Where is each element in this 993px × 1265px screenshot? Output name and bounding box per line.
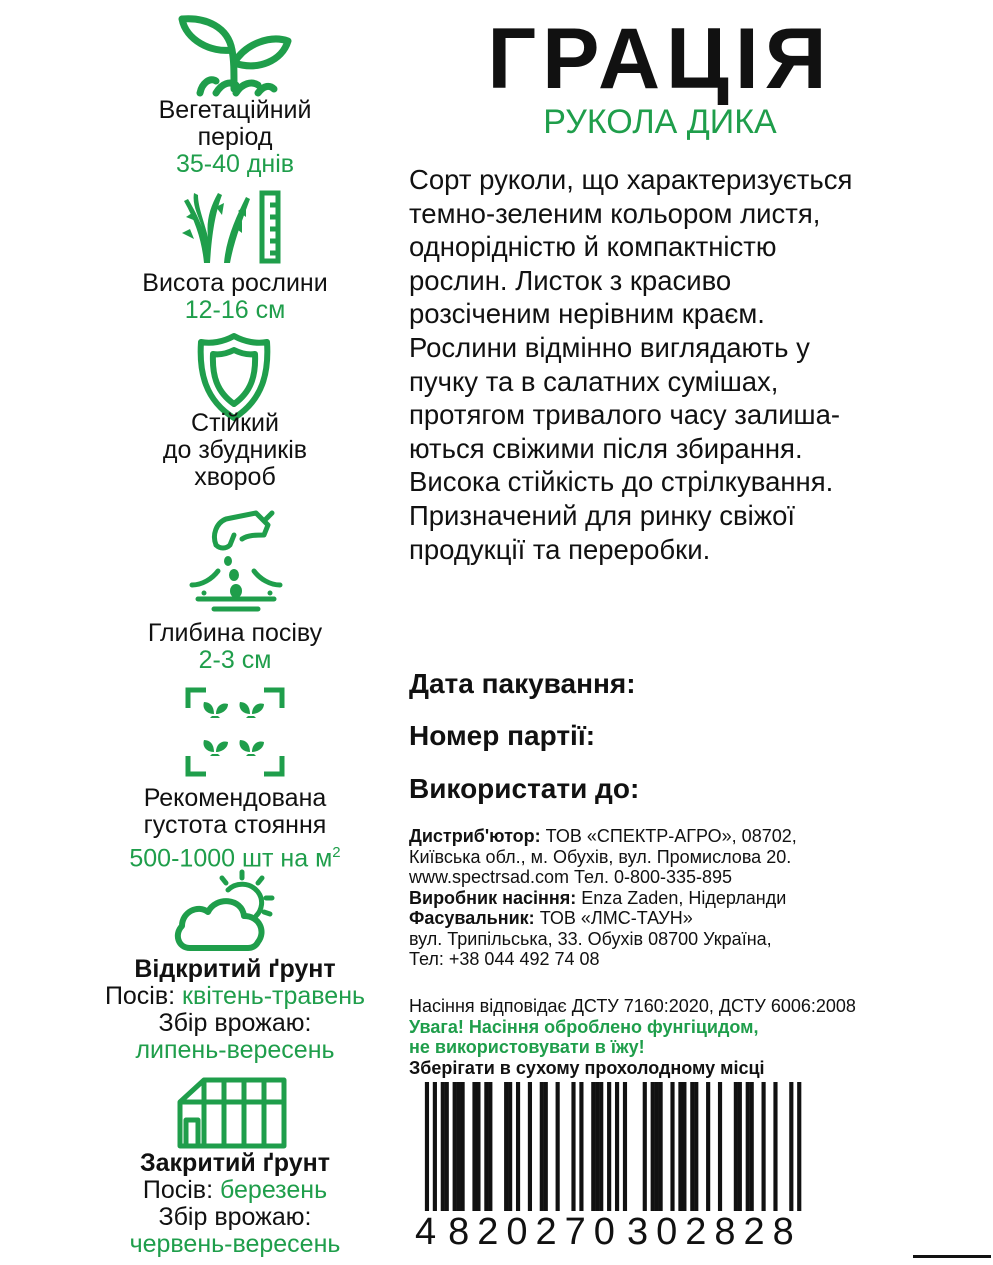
closed-harvest-value: червень-вересень [129,1230,341,1258]
closed-sowing-value: березень [219,1176,328,1204]
sprout-icon [176,15,294,97]
barcode-bar [556,1082,560,1212]
barcode-bar [476,1082,480,1212]
warning-line-2: не використовувати в їжу! [409,1037,645,1057]
packer-address: вул. Трипільська, 33. Обухів 08700 Україна, [409,928,772,949]
description-line: рослин. Листок з красиво [409,264,732,296]
closed-ground-spec [0,1150,470,1258]
open-sowing-label: Посів: [104,982,183,1010]
corner-line [913,1255,991,1258]
barcode-bar [682,1082,686,1212]
barcode-bar [595,1082,599,1212]
open-ground-sowing [0,983,470,1010]
legal-info [409,996,989,1078]
closed-harvest-label: Збір врожаю: [158,1203,312,1231]
barcode-bar [643,1082,647,1212]
height-value: 12-16 см [184,296,286,324]
use-by-field: Використати до: [409,773,640,804]
standards-text: Насіння відповідає ДСТУ 7160:2020, ДСТУ 6006:2008 [409,996,856,1016]
barcode-bar [544,1082,548,1212]
packer-text: ТОВ «ЛМС-ТАУН» [534,908,693,928]
product-subtitle: РУКОЛА ДИКА [543,103,777,141]
vegetation-label-1: Вегетаційний [158,96,312,124]
open-ground-spec [0,956,470,1064]
company-info [409,826,969,970]
description-line: продукції та переробки. [409,533,711,565]
distributor-address: Київська обл., м. Обухів, вул. Промислова 20. [409,846,792,867]
barcode-bar [571,1082,575,1212]
barcode-bar [773,1082,777,1212]
distributor-contacts: www.spectrsad.com Тел. 0-800-335-895 [409,867,733,887]
barcode-bar [750,1082,754,1212]
barcode-bar [461,1082,465,1212]
closed-ground-title: Закритий ґрунт [139,1149,330,1177]
barcode-bar [453,1082,457,1212]
open-ground-title: Відкритий ґрунт [134,955,336,983]
barcode-bar [457,1082,461,1212]
barcode-group-2: 302828 [626,1211,802,1253]
description-line: Призначений для ринку свіжої [409,499,796,531]
warning-line-1: Увага! Насіння оброблено фунгіцидом, [409,1016,759,1037]
density-value: 500-1000 шт на м [129,844,333,873]
vegetation-label-2: період [197,123,273,151]
barcode-bar [655,1082,659,1212]
resistance-line-2: до збудників [162,436,308,464]
barcode-bar [488,1082,492,1212]
barcode-bar [718,1082,722,1212]
barcode-bar [472,1082,476,1212]
packer-line [409,908,969,929]
barcode-bar [651,1082,655,1212]
description [409,163,979,566]
packer-phone: Тел: +38 044 492 74 08 [409,949,600,969]
description-line: протягом тривалого часу залиша- [409,399,841,431]
depth-spec [0,620,470,674]
producer-line [409,888,969,909]
barcode-bar [599,1082,603,1212]
distributor-label: Дистриб'ютор: [409,826,541,846]
barcode-bar [484,1082,488,1212]
vegetation-spec [0,97,470,178]
barcode-bar [591,1082,595,1212]
batch-number-field: Номер партії: [409,720,596,751]
description-line: однорідністю й компактністю [409,231,777,263]
height-spec [0,270,470,324]
barcode-bar [508,1082,512,1212]
vegetation-value: 35-40 днів [175,150,295,178]
description-line: ються свіжими після збирання. [409,432,803,464]
product-title: ГРАЦІЯ [487,11,833,107]
barcode-bar [540,1082,544,1212]
barcode-bar [706,1082,710,1212]
density-spec [0,785,470,872]
barcode-first-digit: 4 [415,1211,445,1253]
open-sowing-value: квітень-травень [182,982,366,1010]
barcode-bar [738,1082,742,1212]
barcode-digits [413,1212,813,1252]
greenhouse-icon [176,1076,288,1150]
barcode-bar [528,1082,532,1212]
height-label: Висота рослини [142,269,328,297]
depth-value: 2-3 см [198,646,272,674]
barcode-bar [579,1082,583,1212]
barcode-bar [762,1082,766,1212]
density-unit-sup: 2 [332,844,341,861]
barcode-bar [670,1082,674,1212]
arugula-ruler-icon [176,187,286,265]
description-line: темно-зеленим кольором листя, [409,197,821,229]
density-label-1: Рекомендована [143,784,327,812]
resistance-spec [0,410,470,491]
barcode-bar [678,1082,682,1212]
barcode-bar [734,1082,738,1212]
resistance-line-1: Стійкий [191,409,279,437]
barcode-bar [516,1082,520,1212]
barcode-group-1: 820270 [448,1211,623,1253]
plant-density-icon [184,686,286,778]
depth-label: Глибина посіву [147,619,323,647]
open-harvest-value: липень-вересень [135,1036,335,1064]
packer-label: Фасувальник: [409,908,535,928]
barcode-bar [623,1082,627,1212]
closed-ground-sowing [0,1177,470,1204]
barcode-bar [694,1082,698,1212]
description-line: Рослини відмінно виглядають у [409,331,810,363]
barcode-bar [659,1082,663,1212]
pack-date-field: Дата пакування: [409,668,636,699]
barcode-bar [504,1082,508,1212]
storage-text: Зберігати в сухому прохолодному місці [409,1057,765,1078]
resistance-line-3: хвороб [194,463,276,491]
producer-text: Enza Zaden, Нідерланди [576,887,787,908]
density-label-2: густота стояння [143,811,327,839]
barcode-bar [441,1082,445,1212]
distributor-line [409,826,969,847]
closed-sowing-label: Посів: [142,1176,220,1204]
description-line: Висока стійкість до стрілкування. [409,466,834,498]
open-harvest-label: Збір врожаю: [158,1009,312,1037]
description-line: пучку та в салатних сумішах, [409,365,779,397]
description-line: Сорт руколи, що характеризується [409,164,853,195]
hand-sowing-icon [186,505,286,613]
sun-cloud-icon [172,868,278,954]
barcode-bar [746,1082,750,1212]
barcode-bar [690,1082,694,1212]
barcode-bar [445,1082,449,1212]
description-line: розсіченим нерівним краєм. [409,298,765,330]
producer-label: Виробник насіння: [409,887,577,908]
distributor-text: ТОВ «СПЕКТР-АГРО», 08702, [540,826,797,846]
